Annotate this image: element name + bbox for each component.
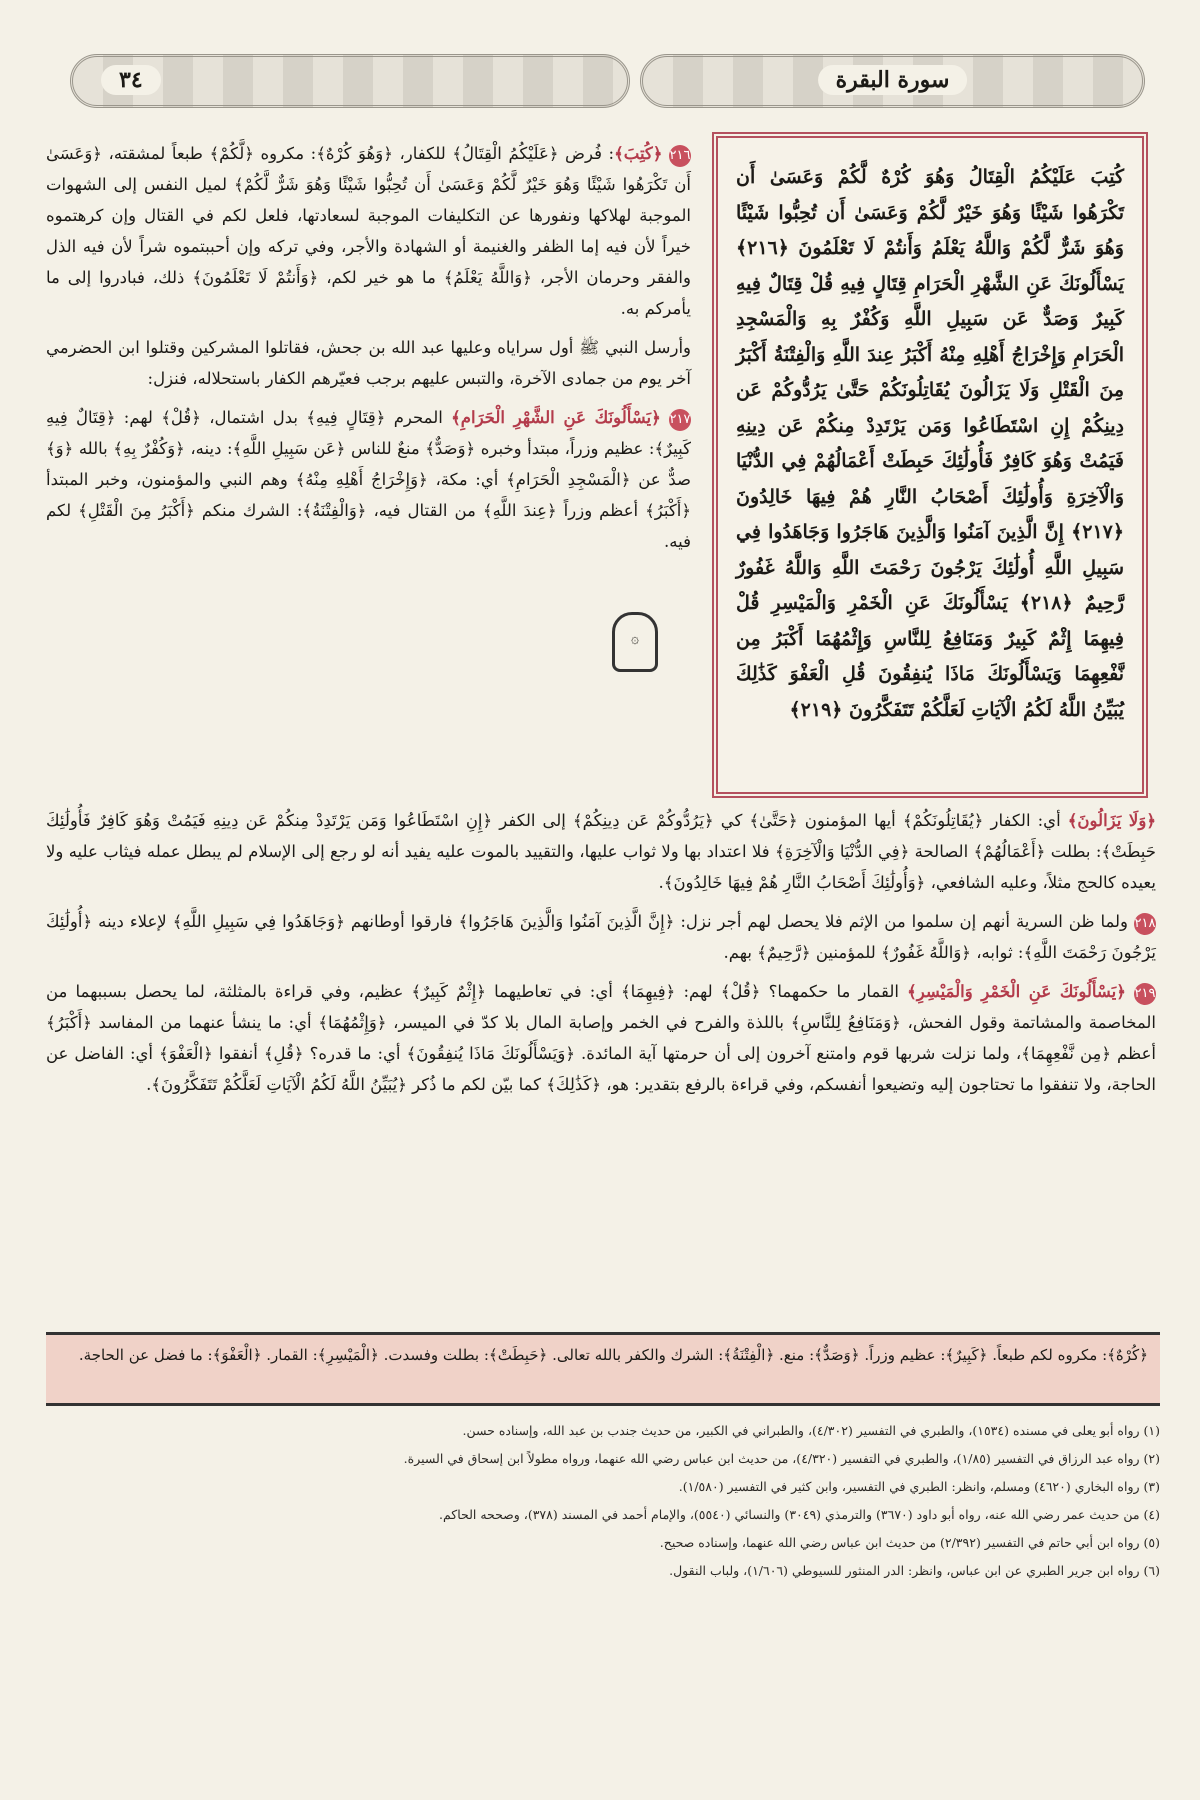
commentary-paragraph xyxy=(46,976,1156,1100)
commentary-column xyxy=(46,138,691,788)
commentary-text: وأرسل النبي ﷺ أول سراياه وعليها عبد الله بن جحش، فقاتلوا المشركين وقتلوا ابن الحضرمي آخر يوم من جمادى الآخرة، والتبس عليهم برجب فعيّرهم الكفار باستحلاله، فنزل: xyxy=(46,338,691,388)
commentary-full-width xyxy=(46,805,1156,1108)
commentary-text: القمار ما حكمهما؟ ﴿قُلْ﴾ لهم: ﴿فِيهِمَا﴾ أي: في تعاطيهما ﴿إِثْمٌ كَبِيرٌ﴾ عظيم، وفي قراءة بالمثلثة، لما يحصل بسببهما من المخاصمة والمشاتمة وقول الفحش، ﴿وَمَنَافِعُ لِلنَّاسِ﴾ باللذة والفرح في الخمر وإصابة المال بلا كدّ في الميسر، ﴿وَإِثْمُهُمَا﴾ أي: ما ينشأ عنهما من المفاسد ﴿أَكْبَرُ﴾ أعظم ﴿مِن نَّفْعِهِمَا﴾، ولما نزلت شربها قوم وامتنع آخرون إلى أن حرمتها آية المائدة. ﴿وَيَسْأَلُونَكَ مَاذَا يُنفِقُونَ﴾ أي: ما قدره؟ ﴿قُلِ﴾ أنفقوا ﴿الْعَفْوَ﴾ أي: الفاضل عن الحاجة، ولا تنفقوا ما تحتاجون إليه وتضيعوا أنفسكم، وفي قراءة بالرفع بتقدير: هو، ﴿كَذَٰلِكَ﴾ كما بيّن لكم ما ذُكر ﴿يُبَيِّنُ اللَّهُ لَكُمُ الْآيَاتِ لَعَلَّكُمْ تَتَفَكَّرُونَ﴾. xyxy=(46,982,1156,1094)
footnote: (١) رواه أبو يعلى في مسنده (١٥٣٤)، والطبري في التفسير (٤/٣٠٢)، والطبراني في الكبير، من حديث جندب بن عبد الله، وإسناده حسن. xyxy=(462,1423,1160,1438)
verse-number-badge: ٢١٧ xyxy=(669,409,691,431)
verse-number-badge: ٢١٦ xyxy=(669,145,691,167)
sajda-seal-icon: ۞ xyxy=(612,612,658,672)
commentary-paragraph xyxy=(46,332,691,394)
vocabulary-box xyxy=(46,1332,1160,1406)
footnote: (٥) رواه ابن أبي حاتم في التفسير (٢/٣٩٢) من حديث ابن عباس رضي الله عنهما، وإسناده صحيح. xyxy=(659,1535,1160,1550)
commentary-paragraph xyxy=(46,138,691,324)
quran-verses: كُتِبَ عَلَيْكُمُ الْقِتَالُ وَهُوَ كُرْهٌ لَّكُمْ وَعَسَىٰ أَن تَكْرَهُوا شَيْئًا وَهُوَ خَيْرٌ لَّكُمْ وَعَسَىٰ أَن تُحِبُّوا شَيْئًا وَهُوَ شَرٌّ لَّكُمْ وَاللَّهُ يَعْلَمُ وَأَنتُمْ لَا تَعْلَمُونَ ﴿٢١٦﴾ يَسْأَلُونَكَ عَنِ الشَّهْرِ الْحَرَامِ قِتَالٍ فِيهِ قُلْ قِتَالٌ فِيهِ كَبِيرٌ وَصَدٌّ عَن سَبِيلِ اللَّهِ وَكُفْرٌ بِهِ وَالْمَسْجِدِ الْحَرَامِ وَإِخْرَاجُ أَهْلِهِ مِنْهُ أَكْبَرُ عِندَ اللَّهِ وَالْفِتْنَةُ أَكْبَرُ مِنَ الْقَتْلِ وَلَا يَزَالُونَ يُقَاتِلُونَكُمْ حَتَّىٰ يَرُدُّوكُمْ عَن دِينِكُمْ إِنِ اسْتَطَاعُوا وَمَن يَرْتَدِدْ مِنكُمْ عَن دِينِهِ فَيَمُتْ وَهُوَ كَافِرٌ فَأُولَٰئِكَ حَبِطَتْ أَعْمَالُهُمْ فِي الدُّنْيَا وَالْآخِرَةِ وَأُولَٰئِكَ أَصْحَابُ النَّارِ هُمْ فِيهَا خَالِدُونَ ﴿٢١٧﴾ إِنَّ الَّذِينَ آمَنُوا وَالَّذِينَ هَاجَرُوا وَجَاهَدُوا فِي سَبِيلِ اللَّهِ أُولَٰئِكَ يَرْجُونَ رَحْمَتَ اللَّهِ وَاللَّهُ غَفُورٌ رَّحِيمٌ ﴿٢١٨﴾ يَسْأَلُونَكَ عَنِ الْخَمْرِ وَالْمَيْسِرِ قُلْ فِيهِمَا إِثْمٌ كَبِيرٌ وَمَنَافِعُ لِلنَّاسِ وَإِثْمُهُمَا أَكْبَرُ مِن نَّفْعِهِمَا وَيَسْأَلُونَكَ مَاذَا يُنفِقُونَ قُلِ الْعَفْوَ كَذَٰلِكَ يُبَيِّنُ اللَّهُ لَكُمُ الْآيَاتِ لَعَلَّكُمْ تَتَفَكَّرُونَ ﴿٢١٩﴾ xyxy=(736,166,1124,721)
footnote: (٢) رواه عبد الرزاق في التفسير (١/٨٥)، والطبري في التفسير (٤/٣٢٠)، من حديث ابن عباس رضي الله عنهما، ورواه مطولاً ابن إسحاق في السيرة. xyxy=(403,1451,1160,1466)
page-number: ٣٤ xyxy=(101,65,161,95)
footnote: (٤) من حديث عمر رضي الله عنه، رواه أبو داود (٣٦٧٠) والترمذي (٣٠٤٩) والنسائي (٥٥٤٠)، والإمام أحمد في المسند (٣٧٨)، وصححه الحاكم. xyxy=(438,1507,1160,1522)
commentary-text: المحرم ﴿قِتَالٍ فِيهِ﴾ بدل اشتمال، ﴿قُلْ﴾ لهم: ﴿قِتَالٌ فِيهِ كَبِيرٌ﴾: عظيم وزراً، مبتدأ وخبره ﴿وَصَدٌّ﴾ منعٌ للناس ﴿عَن سَبِيلِ اللَّهِ﴾: دينه، ﴿وَكُفْرٌ بِهِ﴾ بالله ﴿وَ﴾ صدٌّ عن ﴿الْمَسْجِدِ الْحَرَامِ﴾ أي: مكة، ﴿وَإِخْرَاجُ أَهْلِهِ مِنْهُ﴾ وهم النبي والمؤمنون، وخبر المبتدأ ﴿أَكْبَرُ﴾ أعظم وزراً ﴿عِندَ اللَّهِ﴾ من القتال فيه، ﴿وَالْفِتْنَةُ﴾: الشرك منكم ﴿أَكْبَرُ مِنَ الْقَتْلِ﴾ لكم فيه. xyxy=(46,408,691,551)
vocabulary-text: ﴿كُرْهٌ﴾: مكروه لكم طبعاً. ﴿كَبِيرٌ﴾: عظيم وزراً. ﴿وَصَدٌّ﴾: منع. ﴿الْفِتْنَةُ﴾: الشرك والكفر بالله تعالى. ﴿حَبِطَتْ﴾: بطلت وفسدت. ﴿الْمَيْسِرِ﴾: القمار. ﴿الْعَفْوَ﴾: ما فضل عن الحاجة. xyxy=(78,1346,1148,1364)
commentary-paragraph xyxy=(46,906,1156,968)
quran-quote: ﴿كُتِبَ﴾ xyxy=(614,144,663,163)
commentary-text: : فُرض ﴿عَلَيْكُمُ الْقِتَالُ﴾ للكفار، ﴿وَهُوَ كُرْهٌ﴾: مكروه ﴿لَّكُمْ﴾ طبعاً لمشقته، ﴿وَعَسَىٰ أَن تَكْرَهُوا شَيْئًا وَهُوَ خَيْرٌ لَّكُمْ وَعَسَىٰ أَن تُحِبُّوا شَيْئًا وَهُوَ شَرٌّ لَّكُمْ﴾ لميل النفس إلى الشهوات الموجبة لهلاكها ونفورها عن التكليفات الموجبة لسعادتها، فلعل لكم في القتال وإن كرهتموه خيراً لأن فيه إما الظفر والغنيمة أو الشهادة والأجر، وفي تركه وإن أحببتموه شراً لأن فيه الذل والفقر وحرمان الأجر، ﴿وَاللَّهُ يَعْلَمُ﴾ ما هو خير لكم، ﴿وَأَنتُمْ لَا تَعْلَمُونَ﴾ ذلك، فبادروا إلى ما يأمركم به. xyxy=(46,144,691,318)
footnotes xyxy=(46,1418,1160,1586)
header-ornament-left xyxy=(70,54,630,108)
footnote: (٦) رواه ابن جرير الطبري عن ابن عباس، وانظر: الدر المنثور للسيوطي (١/٦٠٦)، ولباب النقول. xyxy=(669,1563,1160,1578)
quran-text-frame xyxy=(712,132,1148,798)
commentary-text: ولما ظن السرية أنهم إن سلموا من الإثم فلا يحصل لهم أجر نزل: ﴿إِنَّ الَّذِينَ آمَنُوا وَالَّذِينَ هَاجَرُوا﴾ فارقوا أوطانهم ﴿وَجَاهَدُوا فِي سَبِيلِ اللَّهِ﴾ لإعلاء دينه ﴿أُولَٰئِكَ يَرْجُونَ رَحْمَتَ اللَّهِ﴾: ثوابه، ﴿وَاللَّهُ غَفُورٌ﴾ للمؤمنين ﴿رَّحِيمٌ﴾ بهم. xyxy=(46,912,1156,962)
verse-number-badge: ٢١٩ xyxy=(1134,983,1156,1005)
quran-quote: ﴿يَسْأَلُونَكَ عَنِ الْخَمْرِ وَالْمَيْسِرِ﴾ xyxy=(907,982,1126,1001)
footnote: (٣) رواه البخاري (٤٦٢٠) ومسلم، وانظر: الطبري في التفسير، وابن كثير في التفسير (١/٥٨٠). xyxy=(678,1479,1160,1494)
verse-number-badge: ٢١٨ xyxy=(1134,913,1156,935)
commentary-text: أي: الكفار ﴿يُقَاتِلُونَكُمْ﴾ أيها المؤمنون ﴿حَتَّىٰ﴾ كي ﴿يَرُدُّوكُمْ عَن دِينِكُمْ﴾ إلى الكفر ﴿إِنِ اسْتَطَاعُوا وَمَن يَرْتَدِدْ مِنكُمْ عَن دِينِهِ فَيَمُتْ وَهُوَ كَافِرٌ فَأُولَٰئِكَ حَبِطَتْ﴾: بطلت ﴿أَعْمَالُهُمْ﴾ الصالحة ﴿فِي الدُّنْيَا وَالْآخِرَةِ﴾ فلا اعتداد بها ولا ثواب عليها، والتقييد بالموت عليه يفيد أنه لو رجع إلى الإسلام لم يبطل عمله فيثاب عليه ولا يعيده كالحج مثلاً، وعليه الشافعي، ﴿وَأُولَٰئِكَ أَصْحَابُ النَّارِ هُمْ فِيهَا خَالِدُونَ﴾. xyxy=(46,811,1156,892)
surah-title: سورة البقرة xyxy=(818,65,968,95)
commentary-paragraph xyxy=(46,402,691,557)
quran-quote: ﴿وَلَا يَزَالُونَ﴾ xyxy=(1067,811,1156,830)
quran-quote: ﴿يَسْأَلُونَكَ عَنِ الشَّهْرِ الْحَرَامِ﴾ xyxy=(451,408,661,427)
commentary-paragraph xyxy=(46,805,1156,898)
header-ornament-right xyxy=(640,54,1145,108)
